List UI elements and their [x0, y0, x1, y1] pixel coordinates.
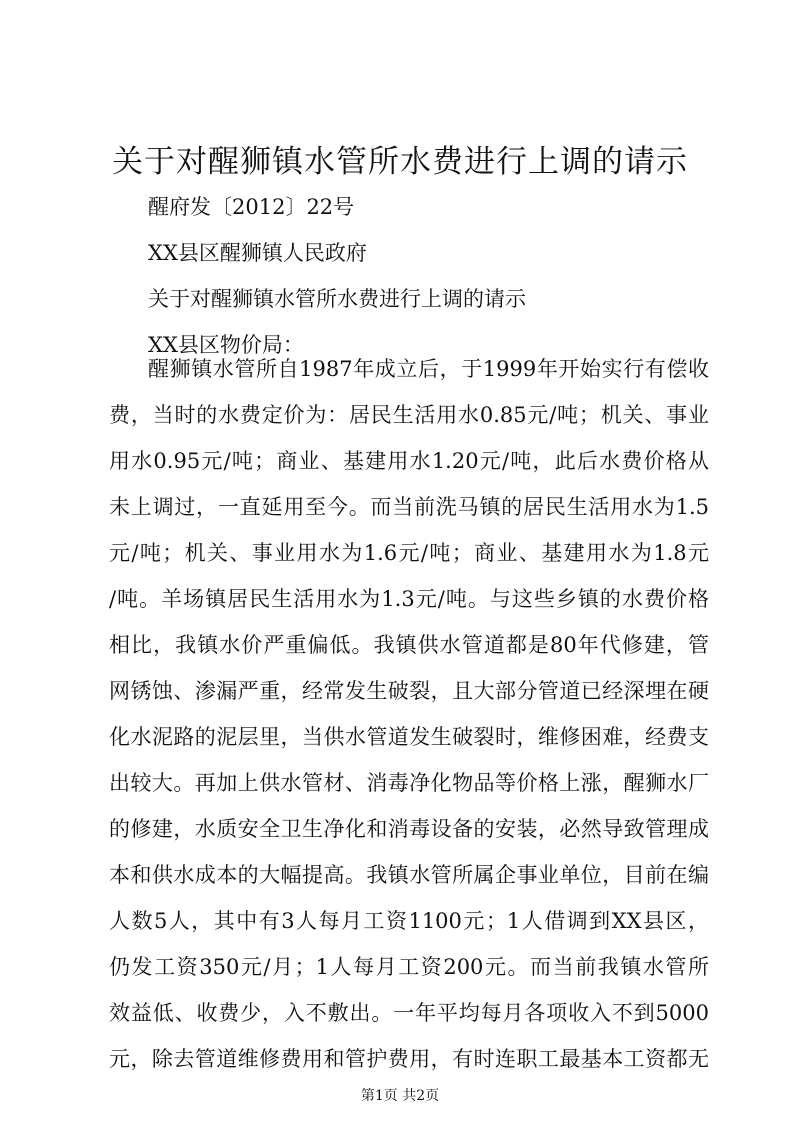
body-line: 效益低、收费少，入不敷出。一年平均每月各项收入不到5000: [109, 1001, 709, 1025]
page-footer: 第1页 共2页: [360, 1088, 440, 1104]
body-line: 相比，我镇水价严重偏低。我镇供水管道都是80年代修建，管: [109, 633, 709, 657]
body-line: 出较大。再加上供水管材、消毒净化物品等价格上涨，醒狮水厂: [109, 771, 709, 795]
body-line: 本和供水成本的大幅提高。我镇水管所属企事业单位，目前在编: [109, 863, 709, 887]
body-line: 费，当时的水费定价为：居民生活用水0.85元/吨；机关、事业: [109, 403, 709, 427]
body-line: 网锈蚀、渗漏严重，经常发生破裂，且大部分管道已经深埋在硬: [109, 679, 709, 703]
body-line: 醒狮镇水管所自1987年成立后，于1999年开始实行有偿收: [148, 357, 709, 381]
body-line: 的修建，水质安全卫生净化和消毒设备的安装，必然导致管理成: [109, 817, 709, 841]
body-line: 仍发工资350元/月；1人每月工资200元。而当前我镇水管所: [109, 955, 709, 979]
body-line: 元/吨；机关、事业用水为1.6元/吨；商业、基建用水为1.8元: [109, 541, 709, 565]
document-number: 醒府发〔2012〕22号: [148, 195, 355, 219]
addressee: XX县区物价局：: [148, 333, 304, 357]
document-title: 关于对醒狮镇水管所水费进行上调的请示: [112, 144, 688, 180]
body-line: 化水泥路的泥层里，当供水管道发生破裂时，维修困难，经费支: [109, 725, 709, 749]
body-line: 元，除去管道维修费用和管护费用，有时连职工最基本工资都无: [109, 1047, 709, 1071]
document-subject: 关于对醒狮镇水管所水费进行上调的请示: [148, 287, 526, 311]
body-line: 用水0.95元/吨；商业、基建用水1.20元/吨，此后水费价格从: [109, 449, 709, 473]
body-line: 人数5人，其中有3人每月工资1100元；1人借调到XX县区，: [109, 909, 709, 933]
body-line: /吨。羊场镇居民生活用水为1.3元/吨。与这些乡镇的水费价格: [109, 587, 709, 611]
body-line: 未上调过，一直延用至今。而当前洗马镇的居民生活用水为1.5: [109, 495, 709, 519]
issuing-authority: XX县区醒狮镇人民政府: [148, 241, 367, 265]
